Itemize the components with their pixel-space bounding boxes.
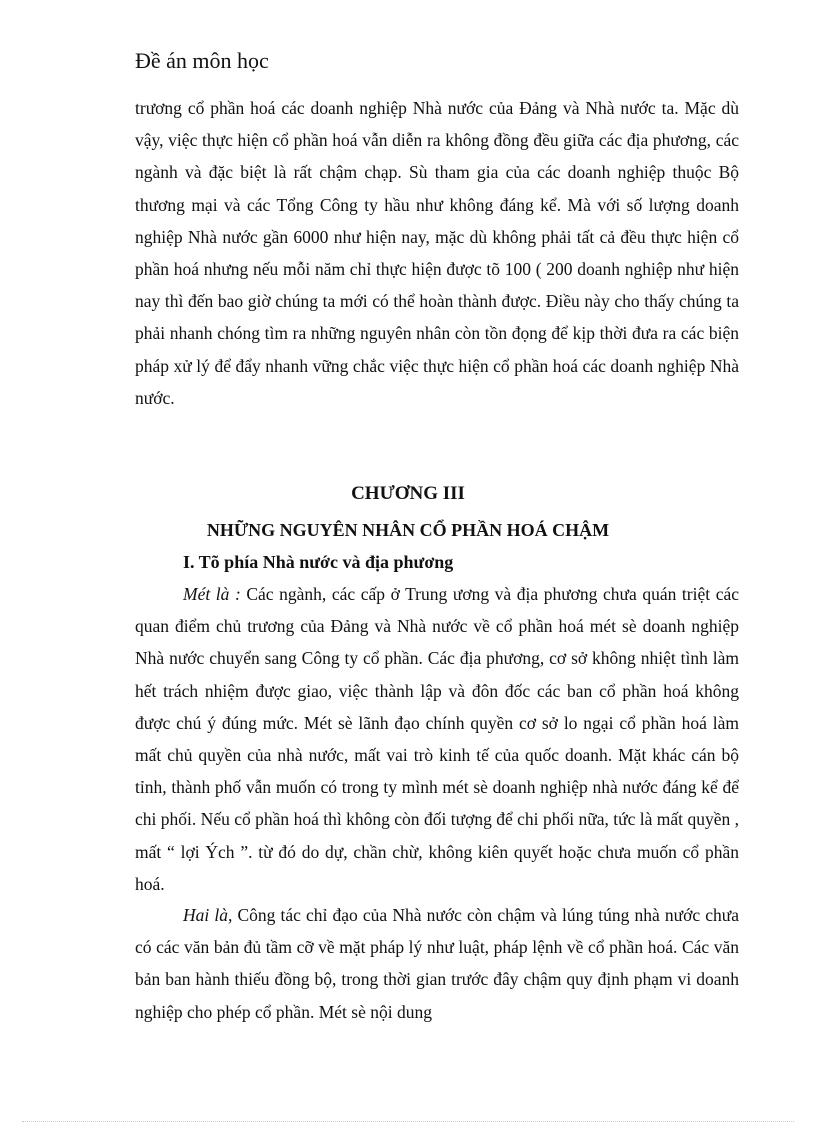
paragraph-first-reason: [135, 578, 739, 900]
chapter-label: CHƯƠNG III: [351, 483, 465, 504]
paragraph-body-second: Công tác chỉ đạo của Nhà nước còn chậm và lúng túng nhà nước chưa có các văn bản đủ tầm cỡ về mặt pháp lý như luật, pháp lệnh về cổ phần hoá. Các văn bản ban hành thiếu đồng bộ, trong thời gian trước đây chậm quy định phạm vi doanh nghiệp cho phép cổ phần. Mét sè nội dung: [135, 905, 739, 1022]
page-bottom-divider: [22, 1121, 794, 1122]
section-heading: I. Tõ phía Nhà nước và địa phương: [183, 552, 454, 572]
paragraph-continuation: trương cổ phần hoá các doanh nghiệp Nhà nước của Đảng và Nhà nước ta. Mặc dù vậy, việc thực hiện cổ phần hoá vẫn diễn ra không đồng đều giữa các địa phương, các ngành và đặc biệt là rất chậm chạp. Sù tham gia của các doanh nghiệp thuộc Bộ thương mại và các Tổng Công ty hầu như không đáng kể. Mà với số lượng doanh nghiệp Nhà nước gần 6000 như hiện nay, mặc dù không phải tất cả đều thực hiện cổ phần hoá nhưng nếu mỗi năm chỉ thực hiện được tõ 100 ( 200 doanh nghiệp như hiện nay thì đến bao giờ chúng ta mới có thể hoàn thành được. Điều này cho thấy chúng ta phải nhanh chóng tìm ra những nguyên nhân còn tồn đọng để kịp thời đưa ra các biện pháp xử lý để đẩy nhanh vững chắc việc thực hiện cổ phần hoá các doanh nghiệp Nhà nước.: [135, 98, 739, 408]
paragraph-body-first: Các ngành, các cấp ở Trung ương và địa phương chưa quán triệt các quan điểm chủ trương của Đảng và Nhà nước về cổ phần hoá mét sè doanh nghiệp Nhà nước chuyển sang Công ty cổ phần. Các địa phương, cơ sở không nhiệt tình làm hết trách nhiệm được giao, việc thành lập và đôn đốc các ban cổ phần hoá không được chú ý đúng mức. Mét sè lãnh đạo chính quyền cơ sở lo ngại cổ phần hoá làm mất chủ quyền của nhà nước, mất vai trò kinh tế của quốc doanh. Mặt khác cán bộ tỉnh, thành phố vẫn muốn có trong ty mình mét sè doanh nghiệp nhà nước đáng kể để chi phối. Nếu cổ phần hoá thì không còn đối tượng để chi phối nữa, tức là mất quyền , mất “ lợi Ých ”. từ đó do dự, chần chừ, không kiên quyết hoặc chưa muốn cổ phần hoá.: [135, 584, 739, 894]
document-header: Đề án môn học: [135, 48, 269, 73]
chapter-title: NHỮNG NGUYÊN NHÂN CỔ PHẦN HOÁ CHẬM: [206, 520, 610, 540]
paragraph-lead-second: Hai là,: [183, 905, 233, 925]
paragraph-second-reason: [135, 899, 739, 1028]
paragraph-lead-first: Mét là :: [183, 584, 241, 604]
